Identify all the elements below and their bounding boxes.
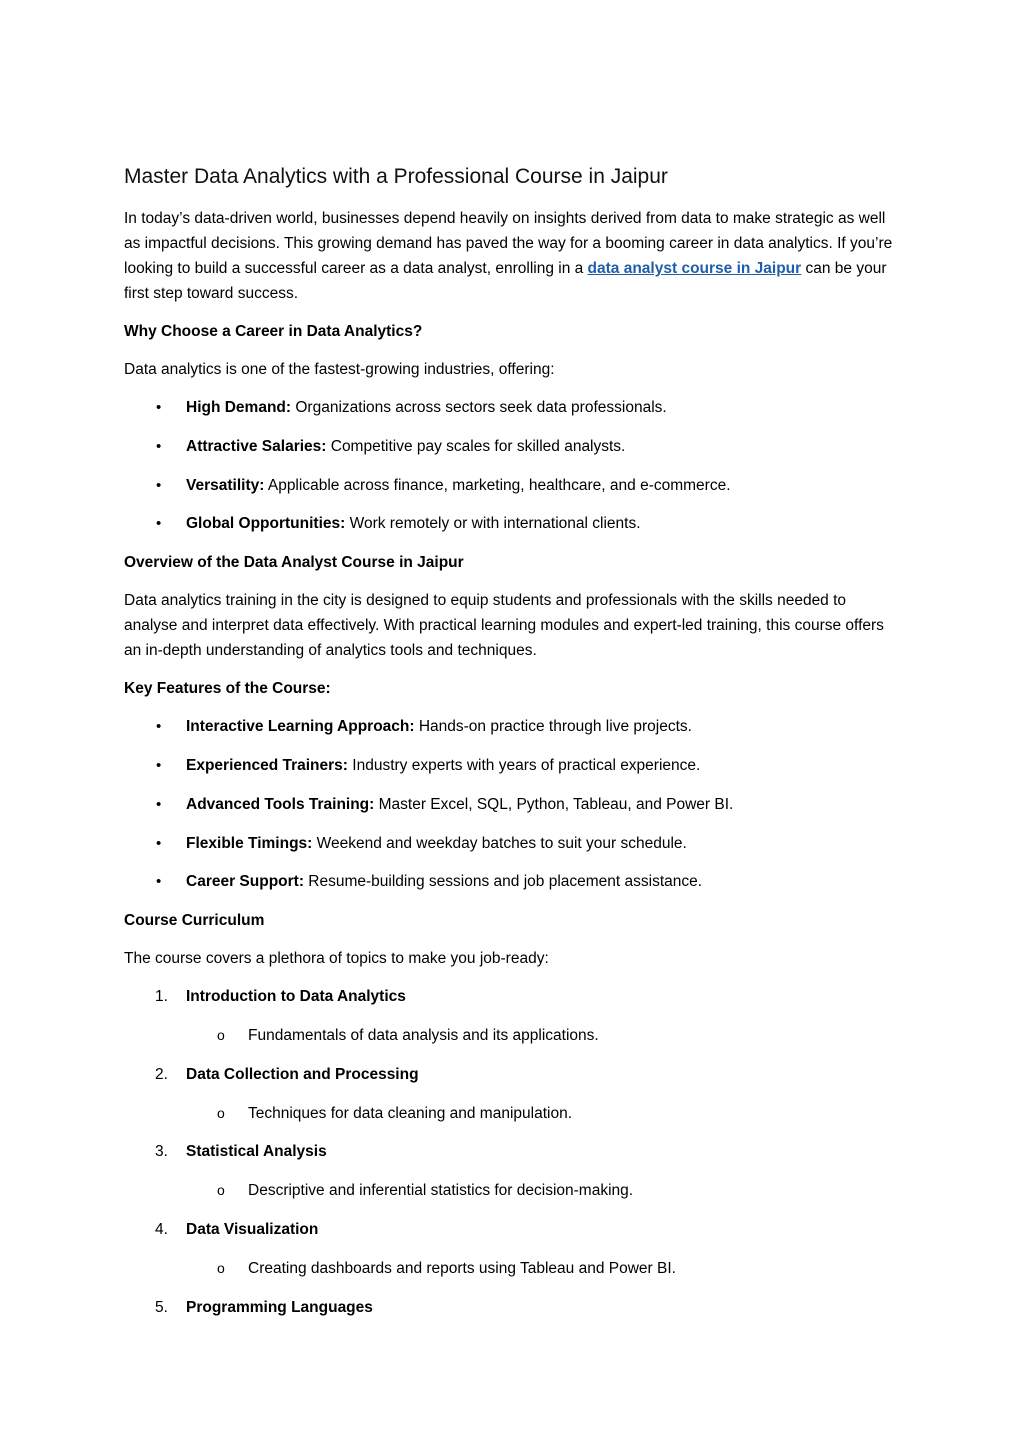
list-item — [124, 511, 894, 536]
overview-heading: Overview of the Data Analyst Course in Jaipur — [124, 554, 464, 572]
bullet-icon: • — [156, 718, 162, 736]
overview-paragraph: Data analytics training in the city is designed to equip students and professionals with the skills needed to analyse and interpret data effectively. With practical learning modules and expert-led training, this course offers an in-depth understanding of analytics tools and techniques. — [124, 592, 884, 660]
item-text: Resume-building sessions and job placement assistance. — [304, 873, 703, 891]
module-number: 5. — [155, 1298, 168, 1316]
item-text: Industry experts with years of practical experience. — [347, 756, 701, 774]
list-item — [124, 869, 894, 894]
module-detail: Fundamentals of data analysis and its applications. — [248, 1026, 599, 1044]
bullet-icon: • — [156, 795, 162, 813]
item-text: Organizations across sectors seek data professionals. — [291, 399, 667, 416]
why-heading: Why Choose a Career in Data Analytics? — [124, 323, 423, 340]
item-label: Flexible Timings: — [186, 834, 313, 852]
module-number: 2. — [155, 1065, 168, 1083]
item-label: High Demand: — [186, 399, 292, 416]
bullet-icon: • — [156, 873, 162, 891]
curriculum-heading: Course Curriculum — [124, 912, 265, 930]
features-heading: Key Features of the Course: — [124, 680, 331, 698]
bullet-icon: • — [156, 437, 162, 455]
module-item — [124, 1139, 894, 1164]
module-detail: Descriptive and inferential statistics for decision-making. — [248, 1182, 634, 1200]
circle-bullet-icon: o — [217, 1182, 225, 1199]
module-number: 1. — [155, 988, 168, 1006]
module-number: 4. — [155, 1220, 168, 1238]
item-label: Career Support: — [186, 873, 304, 891]
item-label: Global Opportunities: — [186, 515, 346, 533]
bullet-icon: • — [156, 756, 162, 774]
list-item — [124, 395, 894, 420]
list-item — [124, 434, 894, 459]
list-item — [124, 753, 894, 778]
module-item — [124, 1062, 894, 1087]
list-item — [124, 831, 894, 856]
module-detail: Techniques for data cleaning and manipulation. — [248, 1104, 573, 1122]
item-label: Advanced Tools Training: — [186, 795, 375, 813]
item-label: Versatility: — [186, 476, 265, 494]
bullet-icon: • — [156, 476, 162, 494]
module-item — [124, 1217, 894, 1242]
bullet-icon: • — [156, 834, 162, 852]
item-label: Experienced Trainers: — [186, 756, 348, 774]
item-text: Work remotely or with international clients. — [345, 515, 641, 533]
list-item — [124, 714, 894, 739]
module-number: 3. — [155, 1143, 168, 1161]
module-subitem — [124, 1256, 894, 1281]
module-item — [124, 1295, 894, 1320]
module-title: Statistical Analysis — [186, 1143, 327, 1161]
module-title: Introduction to Data Analytics — [186, 988, 406, 1006]
module-detail: Creating dashboards and reports using Tableau and Power BI. — [248, 1259, 676, 1277]
bullet-icon: • — [156, 515, 162, 533]
intro-paragraph — [124, 206, 894, 306]
circle-bullet-icon: o — [217, 1259, 225, 1276]
course-link[interactable]: data analyst course in Jaipur — [587, 260, 802, 277]
features-list — [124, 714, 894, 894]
document-page — [124, 162, 894, 1333]
circle-bullet-icon: o — [217, 1104, 225, 1121]
curriculum-list — [124, 984, 894, 1319]
module-title: Data Collection and Processing — [186, 1065, 419, 1083]
module-subitem — [124, 1023, 894, 1048]
intro-text-before: In today’s data-driven world, businesses depend heavily on insights derived from data to make strategic as well as impactful decisions. This growing demand has paved the way for a booming career in data analytics. If you’re looking to build a successful career as a data analyst, enrolling in a — [124, 210, 893, 277]
module-item — [124, 984, 894, 1009]
item-text: Applicable across finance, marketing, healthcare, and e-commerce. — [264, 476, 731, 494]
item-label: Attractive Salaries: — [186, 437, 327, 455]
list-item — [124, 473, 894, 498]
item-text: Master Excel, SQL, Python, Tableau, and Power BI. — [374, 795, 734, 813]
why-lead: Data analytics is one of the fastest-growing industries, offering: — [124, 361, 555, 378]
circle-bullet-icon: o — [217, 1026, 225, 1043]
item-text: Hands-on practice through live projects. — [414, 718, 692, 736]
bullet-icon: • — [156, 399, 162, 416]
curriculum-lead: The course covers a plethora of topics to make you job-ready: — [124, 950, 549, 968]
item-text: Weekend and weekday batches to suit your schedule. — [312, 834, 687, 852]
item-label: Interactive Learning Approach: — [186, 718, 415, 736]
intro-text-after: can be your first step toward success. — [124, 260, 887, 302]
module-title: Data Visualization — [186, 1220, 319, 1238]
module-title: Programming Languages — [186, 1298, 373, 1316]
module-subitem — [124, 1101, 894, 1126]
page-title: Master Data Analytics with a Professional Course in Jaipur — [124, 165, 668, 188]
item-text: Competitive pay scales for skilled analysts. — [326, 437, 626, 455]
module-subitem — [124, 1178, 894, 1203]
list-item — [124, 792, 894, 817]
why-list — [124, 395, 894, 536]
